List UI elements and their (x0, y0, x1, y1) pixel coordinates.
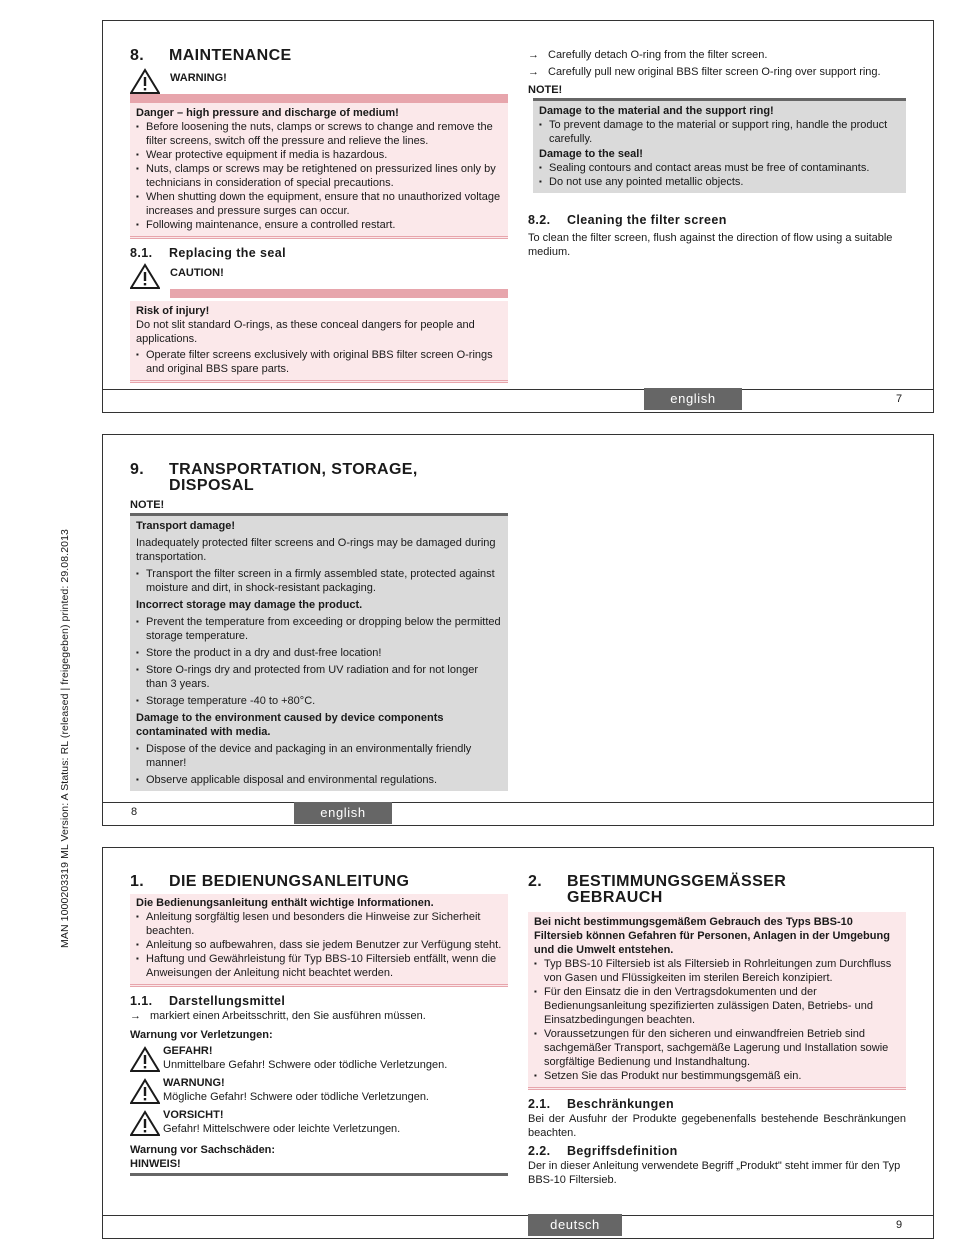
intended-use-box (528, 912, 906, 1090)
list-item: ▪ Do not use any pointed metallic objects. (539, 175, 900, 189)
section-8-heading: 8. MAINTENANCE (130, 47, 292, 64)
list-item: ▪ Prevent the temperature from exceeding or dropping below the permitted storage temperature. (136, 615, 502, 643)
print-info-text: MAN 1000203319 ML Version: A Status: RL (released | freigegeben) printed: 29.08.2013 (59, 529, 71, 948)
info-title: Die Bedienungsanleitung enthält wichtige Informationen. (136, 897, 434, 909)
caution-text: Gefahr! Mittelschwere oder leichte Verletzungen. (163, 1123, 401, 1135)
list-item: ▪ Nuts, clamps or screws may be retightened on pressurized lines only by technicians in consideration of special precautions. (136, 162, 502, 190)
property-damage-label: Warnung vor Sachschäden: (130, 1144, 276, 1156)
note-list (136, 742, 502, 787)
list-item: ▪ Haftung und Gewährleistung für Typ BBS-10 Filtersieb entfällt, wenn die Anweisungen der Anleitung nicht beachtet werden. (136, 952, 502, 980)
page-number: 8 (131, 806, 138, 818)
section-1-1-heading: 1.1. Darstellungsmittel (130, 994, 286, 1008)
warning-title: Danger – high pressure and discharge of medium! (136, 107, 399, 119)
section-1-heading: 1. DIE BEDIENUNGSANLEITUNG (130, 873, 410, 890)
warning-box (130, 103, 508, 239)
arrow-right-icon: → (130, 1010, 141, 1022)
list-item: ▪ Before loosening the nuts, clamps or screws to change and remove the filter screens, switch off the pressure and relieve the lines. (136, 120, 502, 148)
page-9-left-column (130, 874, 508, 1176)
list-item: ▪ Für den Einsatz die in den Vertragsdokumenten und der Bedienungsanleitung spezifizierten zulässigen Daten, Betriebs- und Einsatzbedingungen beachten. (534, 985, 900, 1027)
warning-label: WARNING! (170, 72, 227, 84)
note-list (539, 161, 900, 189)
page-9 (102, 847, 934, 1239)
notice-rule (130, 1173, 508, 1176)
section-2-1-text: Bei der Ausfuhr der Produkte gegebenenfalls bestehende Beschränkungen beachten. (528, 1113, 906, 1139)
page-number: 7 (896, 393, 903, 405)
note-list (136, 567, 502, 595)
list-item: ▪ Store O-rings dry and protected from UV radiation and for not longer than 3 years. (136, 663, 502, 691)
arrow-right-icon: → (528, 49, 539, 61)
caution-box (130, 301, 508, 383)
note-title: Damage to the material and the support ring! (539, 105, 774, 117)
note-title: Transport damage! (136, 520, 236, 532)
page-8 (102, 434, 934, 826)
note-label: NOTE! (130, 499, 165, 511)
footer-line (103, 802, 933, 803)
instruction-step: → markiert einen Arbeitsschritt, den Sie ausführen müssen. (130, 1010, 426, 1022)
caution-list (136, 348, 502, 376)
instruction-step: → Carefully pull new original BBS filter screen O-ring over support ring. (528, 66, 881, 78)
info-box (130, 894, 508, 987)
warning-triangle-icon (130, 1046, 160, 1072)
page-number: 9 (896, 1219, 903, 1231)
footer-line (103, 389, 933, 390)
warning-label: WARNUNG! (163, 1077, 225, 1089)
warning-triangle-icon (130, 1078, 160, 1104)
note-list (136, 615, 502, 708)
intended-use-title: Bei nicht bestimmungsgemäßem Gebrauch des Typs BBS-10 Filtersieb können Gefahren für Personen, Anlagen in der Umgebung und die Umwelt entstehen. (534, 916, 890, 956)
caution-level-row (130, 1108, 508, 1138)
note-list (539, 118, 900, 146)
note-text: Inadequately protected filter screens and O-rings may be damaged during transportation. (136, 537, 496, 563)
list-item: ▪ Setzen Sie das Produkt nur bestimmungsgemäß ein. (534, 1069, 900, 1083)
caution-triangle-icon (130, 263, 160, 289)
caution-bar (170, 289, 508, 298)
warning-list (136, 120, 502, 232)
warning-header (130, 70, 508, 92)
list-item: ▪ Typ BBS-10 Filtersieb ist als Filtersieb in Rohrleitungen zum Durchfluss von Gasen und Flüssigkeiten im sterilen Bereich konzipiert. (534, 957, 900, 985)
page-7 (102, 20, 934, 413)
page-9-right-column (528, 874, 906, 1187)
danger-label: GEFAHR! (163, 1045, 213, 1057)
caution-text: Do not slit standard O-rings, as these conceal dangers for people and applications. (136, 319, 475, 345)
footer-line (103, 1215, 933, 1216)
section-2-1-heading: 2.1. Beschränkungen (528, 1097, 675, 1111)
warning-text: Mögliche Gefahr! Schwere oder tödliche Verletzungen. (163, 1091, 429, 1103)
section-2-2-heading: 2.2. Begriffsdefinition (528, 1144, 678, 1158)
language-tab: english (644, 388, 742, 410)
warning-triangle-icon (130, 1110, 160, 1136)
danger-text: Unmittelbare Gefahr! Schwere oder tödliche Verletzungen. (163, 1059, 448, 1071)
notice-label: HINWEIS! (130, 1158, 181, 1170)
caution-header (130, 265, 508, 287)
section-2-heading: 2. BESTIMMUNGSGEMÄSSER GEBRAUCH (528, 873, 787, 906)
section-2-2-text: Der in dieser Anleitung verwendete Begriff „Produkt" steht immer für den Typ BBS-10 Filtersieb. (528, 1160, 901, 1186)
injury-warnings-label: Warnung vor Verletzungen: (130, 1029, 273, 1041)
list-item: ▪ Voraussetzungen für den sicheren und einwandfreien Betrieb sind sachgemäßer Transport, sachgemäße Lagerung und Installation sowie sorgfältige Bedienung und Instandhaltung. (534, 1027, 900, 1069)
section-8-2-text: To clean the filter screen, flush against the direction of flow using a suitable medium. (528, 232, 893, 258)
arrow-right-icon: → (528, 66, 539, 78)
note-box (130, 516, 508, 791)
warning-level-row (130, 1076, 508, 1106)
list-item: ▪ When shutting down the equipment, ensure that no unauthorized voltage increases and pressure surges can occur. (136, 190, 502, 218)
language-tab: english (294, 802, 392, 824)
list-item: ▪ Wear protective equipment if media is hazardous. (136, 148, 502, 162)
instruction-step: → Carefully detach O-ring from the filter screen. (528, 49, 768, 61)
caution-label: VORSICHT! (163, 1109, 224, 1121)
section-9-heading: 9. TRANSPORTATION, STORAGE, DISPOSAL (130, 461, 418, 494)
page-8-left-column (130, 462, 508, 791)
danger-level-row (130, 1044, 508, 1074)
list-item: ▪ Transport the filter screen in a firmly assembled state, protected against moisture and dirt, in shock-resistant packaging. (136, 567, 502, 595)
note-title: Incorrect storage may damage the product. (136, 599, 363, 611)
list-item: ▪ Dispose of the device and packaging in an environmentally friendly manner! (136, 742, 502, 770)
list-item: ▪ Following maintenance, ensure a controlled restart. (136, 218, 502, 232)
list-item: ▪ Anleitung so aufbewahren, dass sie jedem Benutzer zur Verfügung steht. (136, 938, 502, 952)
list-item: ▪ Storage temperature -40 to +80°C. (136, 694, 502, 708)
info-list (136, 910, 502, 980)
list-item: ▪ To prevent damage to the material or support ring, handle the product carefully. (539, 118, 900, 146)
section-8-1-heading: 8.1. Replacing the seal (130, 246, 286, 260)
list-item: ▪ Anleitung sorgfältig lesen und besonders die Hinweise zur Sicherheit beachten. (136, 910, 502, 938)
note-box (533, 101, 906, 193)
note-title: Damage to the seal! (539, 148, 643, 160)
print-info-sidebar (58, 472, 72, 948)
language-tab: deutsch (528, 1214, 622, 1236)
caution-label: CAUTION! (170, 267, 224, 279)
note-title: Damage to the environment caused by device components contaminated with media. (136, 712, 444, 738)
section-8-2-heading: 8.2. Cleaning the filter screen (528, 213, 727, 227)
list-item: ▪ Store the product in a dry and dust-free location! (136, 646, 502, 660)
list-item: ▪ Observe applicable disposal and environmental regulations. (136, 773, 502, 787)
page-7-right-column (528, 48, 906, 259)
list-item: ▪ Operate filter screens exclusively with original BBS filter screen O-rings and original BBS spare parts. (136, 348, 502, 376)
list-item: ▪ Sealing contours and contact areas must be free of contaminants. (539, 161, 900, 175)
page-7-left-column (130, 48, 508, 383)
warning-triangle-icon (130, 68, 160, 94)
warning-bar (130, 94, 508, 103)
caution-title: Risk of injury! (136, 305, 210, 317)
note-label: NOTE! (528, 84, 563, 96)
intended-use-list (534, 957, 900, 1083)
